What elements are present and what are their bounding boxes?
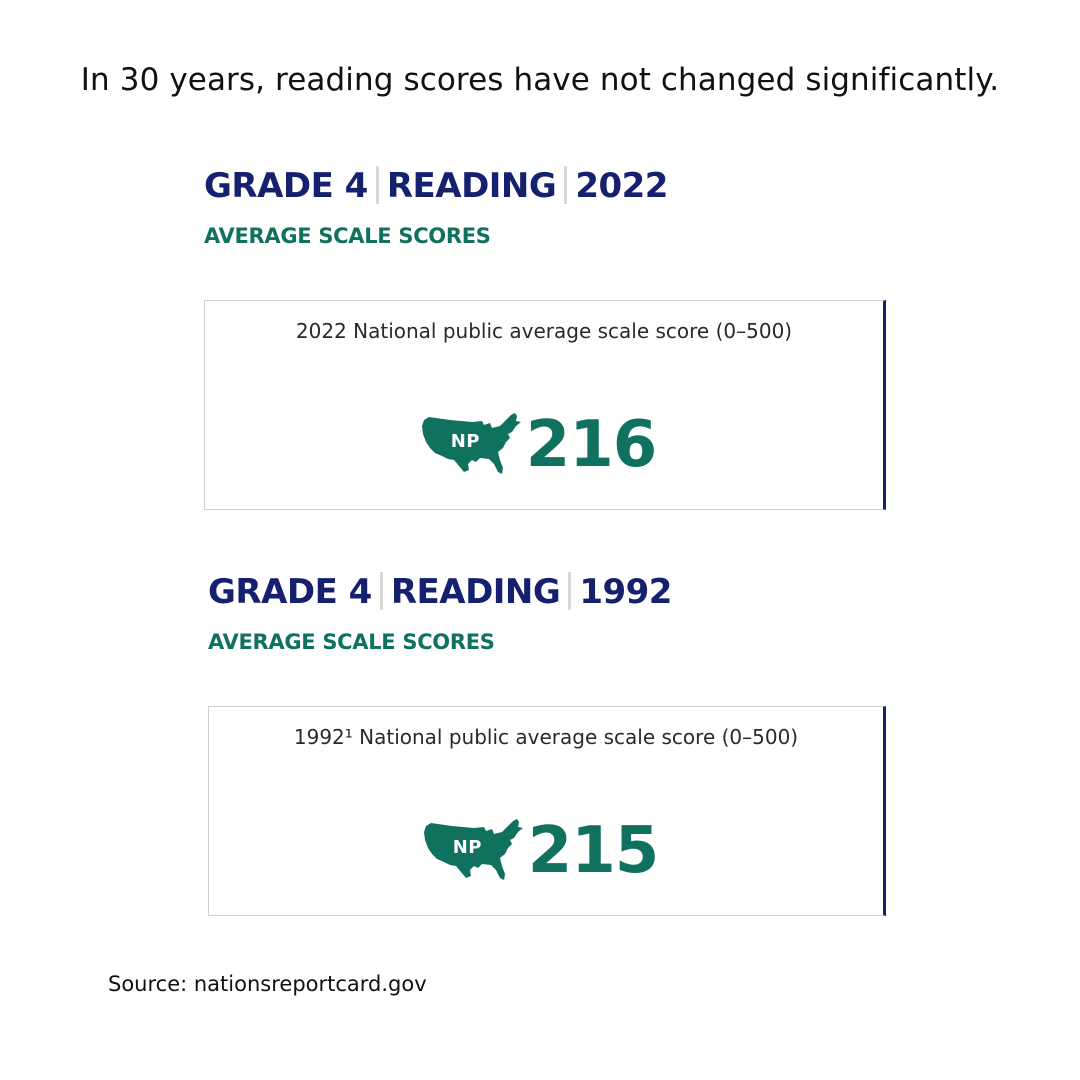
title-grade: GRADE 4	[208, 572, 372, 612]
panel-title	[208, 570, 886, 614]
title-subject: READING	[390, 572, 561, 612]
title-grade: GRADE 4	[204, 166, 368, 206]
source-credit: Source: nationsreportcard.gov	[108, 972, 427, 996]
score-card	[208, 706, 886, 916]
score-row	[205, 405, 883, 485]
np-label: NP	[452, 837, 482, 858]
us-map-icon	[420, 412, 524, 478]
title-separator	[568, 572, 571, 610]
title-separator	[380, 572, 383, 610]
score-panel-2022	[204, 164, 886, 510]
headline: In 30 years, reading scores have not changed significantly.	[80, 62, 1000, 98]
score-row	[209, 811, 883, 891]
title-separator	[564, 166, 567, 204]
panel-subtitle: AVERAGE SCALE SCORES	[204, 224, 491, 248]
score-caption: 1992¹ National public average scale score (0–500)	[293, 725, 799, 749]
us-map-icon	[422, 818, 526, 884]
score-value: 215	[527, 814, 659, 888]
score-value: 216	[525, 408, 657, 482]
score-caption: 2022 National public average scale score (0–500)	[295, 319, 793, 343]
np-label: NP	[450, 431, 480, 452]
title-year: 1992	[579, 572, 672, 612]
title-year: 2022	[575, 166, 668, 206]
title-separator	[376, 166, 379, 204]
panel-subtitle: AVERAGE SCALE SCORES	[208, 630, 495, 654]
score-panel-1992	[208, 570, 886, 916]
score-card	[204, 300, 886, 510]
panel-title	[204, 164, 886, 208]
title-subject: READING	[386, 166, 557, 206]
